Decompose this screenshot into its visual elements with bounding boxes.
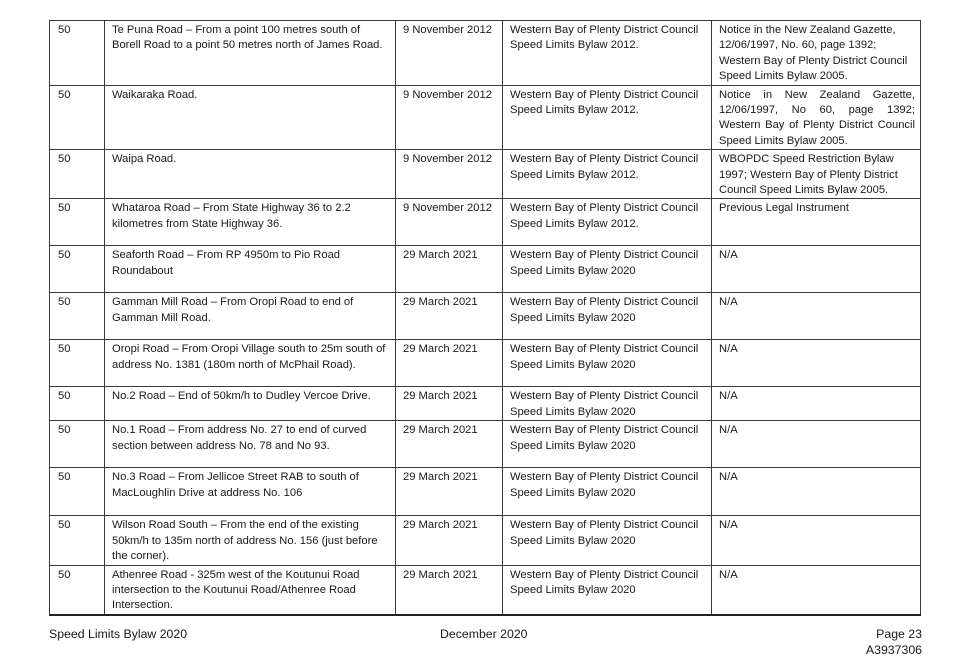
road-description-cell: Waikaraka Road.: [105, 85, 396, 150]
speed-limit-cell: 50: [50, 85, 105, 150]
speed-limits-table: [49, 20, 921, 616]
table-row: [50, 565, 921, 615]
legal-instrument-cell: Western Bay of Plenty District Council Speed Limits Bylaw 2020: [503, 565, 712, 615]
date-cell: 9 November 2012: [396, 150, 503, 199]
previous-instrument-cell: Previous Legal Instrument: [712, 199, 921, 246]
previous-instrument-cell: N/A: [712, 293, 921, 340]
footer-date: December 2020: [440, 627, 528, 641]
table-row: [50, 85, 921, 150]
previous-instrument-cell: N/A: [712, 468, 921, 516]
table-row: [50, 387, 921, 421]
speed-limit-cell: 50: [50, 21, 105, 86]
table-row: [50, 21, 921, 86]
legal-instrument-cell: Western Bay of Plenty District Council Speed Limits Bylaw 2020: [503, 421, 712, 468]
legal-instrument-cell: Western Bay of Plenty District Council Speed Limits Bylaw 2020: [503, 468, 712, 516]
table-row: [50, 468, 921, 516]
date-cell: 9 November 2012: [396, 85, 503, 150]
road-description-cell: Athenree Road - 325m west of the Koutunui Road intersection to the Koutunui Road/Athenree Road Intersection.: [105, 565, 396, 615]
speed-limit-cell: 50: [50, 468, 105, 516]
date-cell: 9 November 2012: [396, 21, 503, 86]
date-cell: 29 March 2021: [396, 387, 503, 421]
speed-limit-cell: 50: [50, 340, 105, 387]
legal-instrument-cell: Western Bay of Plenty District Council Speed Limits Bylaw 2020: [503, 340, 712, 387]
table-row: [50, 421, 921, 468]
table-row: [50, 199, 921, 246]
date-cell: 29 March 2021: [396, 246, 503, 293]
legal-instrument-cell: Western Bay of Plenty District Council Speed Limits Bylaw 2012.: [503, 199, 712, 246]
speed-limit-cell: 50: [50, 150, 105, 199]
road-description-cell: Gamman Mill Road – From Oropi Road to end of Gamman Mill Road.: [105, 293, 396, 340]
road-description-cell: Te Puna Road – From a point 100 metres south of Borell Road to a point 50 metres north of James Road.: [105, 21, 396, 86]
previous-instrument-cell: Notice in New Zealand Gazette, 12/06/1997, No 60, page 1392; Western Bay of Plenty District Council Speed Limits Bylaw 2005.: [712, 85, 921, 150]
legal-instrument-cell: Western Bay of Plenty District Council Speed Limits Bylaw 2012.: [503, 21, 712, 86]
date-cell: 29 March 2021: [396, 340, 503, 387]
date-cell: 29 March 2021: [396, 421, 503, 468]
speed-limit-cell: 50: [50, 565, 105, 615]
road-description-cell: Wilson Road South – From the end of the existing 50km/h to 135m north of address No. 156 (just before the corner).: [105, 516, 396, 565]
previous-instrument-cell: N/A: [712, 565, 921, 615]
previous-instrument-cell: Notice in the New Zealand Gazette, 12/06/1997, No. 60, page 1392; Western Bay of Plenty District Council Speed Limits Bylaw 2005.: [712, 21, 921, 86]
date-cell: 29 March 2021: [396, 293, 503, 340]
date-cell: 29 March 2021: [396, 468, 503, 516]
speed-limit-cell: 50: [50, 516, 105, 565]
speed-limit-cell: 50: [50, 387, 105, 421]
date-cell: 9 November 2012: [396, 199, 503, 246]
table-row: [50, 293, 921, 340]
road-description-cell: Oropi Road – From Oropi Village south to 25m south of address No. 1381 (180m north of McPhail Road).: [105, 340, 396, 387]
road-description-cell: Whataroa Road – From State Highway 36 to 2.2 kilometres from State Highway 36.: [105, 199, 396, 246]
table-row: [50, 246, 921, 293]
road-description-cell: Seaforth Road – From RP 4950m to Pio Road Roundabout: [105, 246, 396, 293]
previous-instrument-cell: N/A: [712, 421, 921, 468]
legal-instrument-cell: Western Bay of Plenty District Council Speed Limits Bylaw 2020: [503, 387, 712, 421]
legal-instrument-cell: Western Bay of Plenty District Council Speed Limits Bylaw 2020: [503, 516, 712, 565]
road-description-cell: No.3 Road – From Jellicoe Street RAB to south of MacLoughlin Drive at address No. 106: [105, 468, 396, 516]
table-row: [50, 340, 921, 387]
table-row: [50, 150, 921, 199]
previous-instrument-cell: WBOPDC Speed Restriction Bylaw 1997; Western Bay of Plenty District Council Speed Limits Bylaw 2005.: [712, 150, 921, 199]
legal-instrument-cell: Western Bay of Plenty District Council Speed Limits Bylaw 2012.: [503, 85, 712, 150]
speed-limit-cell: 50: [50, 199, 105, 246]
footer-page-info: [866, 626, 922, 658]
legal-instrument-cell: Western Bay of Plenty District Council Speed Limits Bylaw 2020: [503, 246, 712, 293]
road-description-cell: Waipa Road.: [105, 150, 396, 199]
footer-reference-number: A3937306: [865, 643, 922, 657]
date-cell: 29 March 2021: [396, 565, 503, 615]
road-description-cell: No.1 Road – From address No. 27 to end of curved section between address No. 78 and No 93.: [105, 421, 396, 468]
date-cell: 29 March 2021: [396, 516, 503, 565]
speed-limit-cell: 50: [50, 246, 105, 293]
footer-page-number: Page 23: [876, 627, 922, 641]
footer-document-title: Speed Limits Bylaw 2020: [49, 627, 188, 641]
legal-instrument-cell: Western Bay of Plenty District Council Speed Limits Bylaw 2012.: [503, 150, 712, 199]
speed-limit-cell: 50: [50, 421, 105, 468]
previous-instrument-cell: N/A: [712, 516, 921, 565]
road-description-cell: No.2 Road – End of 50km/h to Dudley Vercoe Drive.: [105, 387, 396, 421]
legal-instrument-cell: Western Bay of Plenty District Council Speed Limits Bylaw 2020: [503, 293, 712, 340]
previous-instrument-cell: N/A: [712, 340, 921, 387]
table-row: [50, 516, 921, 565]
speed-limit-cell: 50: [50, 293, 105, 340]
previous-instrument-cell: N/A: [712, 246, 921, 293]
previous-instrument-cell: N/A: [712, 387, 921, 421]
